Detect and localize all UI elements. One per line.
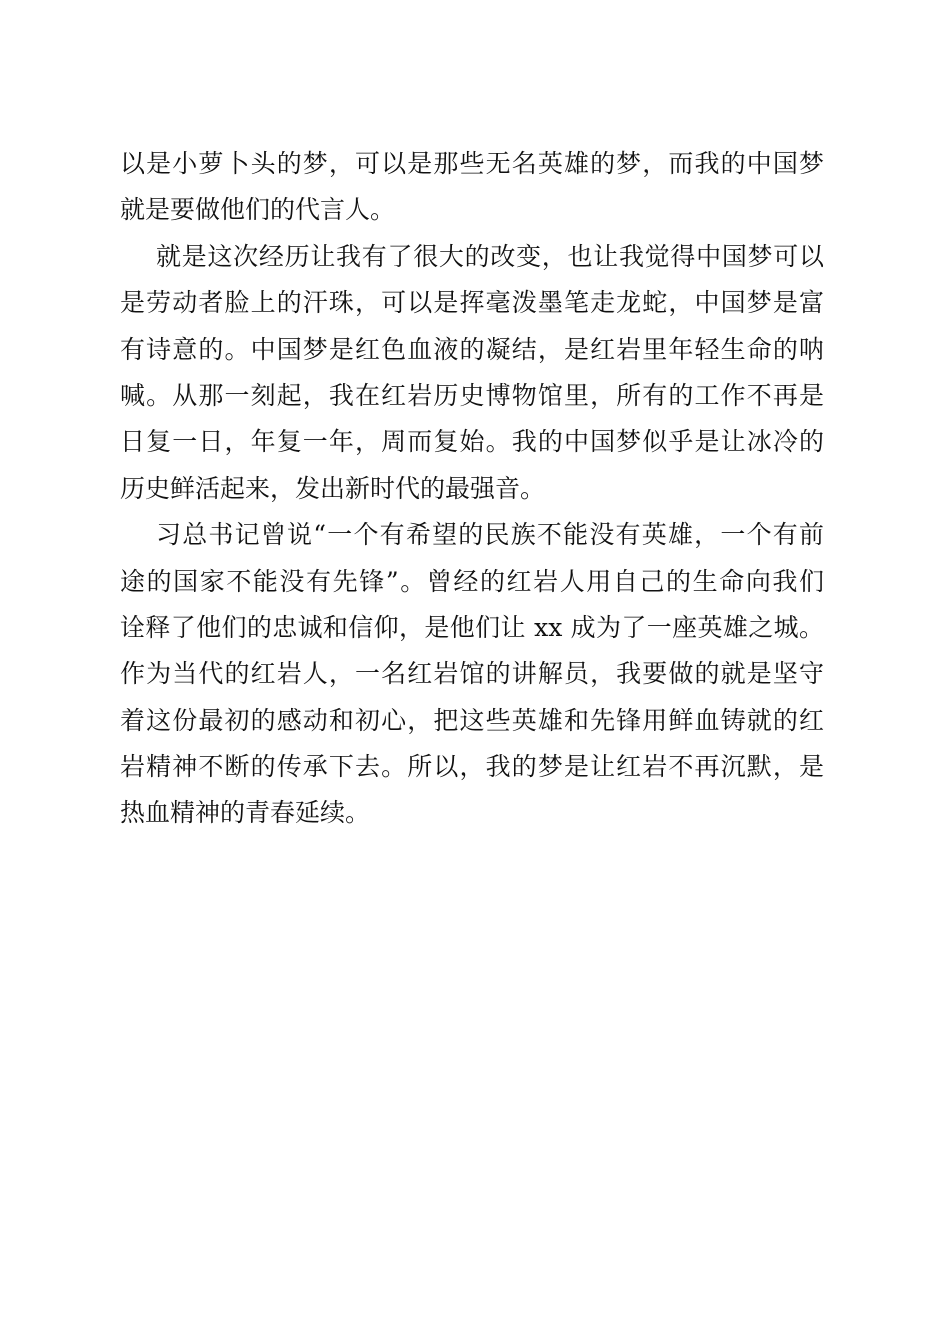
paragraph-line: 喊。从那一刻起，我在红岩历史博物馆里，所有的工作不再是 — [120, 380, 824, 410]
paragraph-line: 着这份最初的感动和初心，把这些英雄和先锋用鲜血铸就的红 — [120, 705, 824, 735]
paragraph-line: 历史鲜活起来，发出新时代的最强音。 — [120, 473, 546, 503]
paragraph-2 — [120, 234, 824, 512]
paragraph-line: 作为当代的红岩人，一名红岩馆的讲解员，我要做的就是坚守 — [120, 659, 824, 689]
document-body — [120, 141, 824, 837]
paragraph-line: 是劳动者脸上的汗珠，可以是挥毫泼墨笔走龙蛇，中国梦是富 — [120, 288, 824, 318]
paragraph-3 — [120, 512, 824, 837]
paragraph-line: 就是这次经历让我有了很大的改变，也让我觉得中国梦可以 — [156, 241, 824, 271]
paragraph-line: 习总书记曾说“一个有希望的民族不能没有英雄，一个有前 — [156, 520, 824, 550]
paragraph-line: 诠释了他们的忠诚和信仰，是他们让 xx 成为了一座英雄之城。 — [120, 612, 824, 642]
paragraph-line: 以是小萝卜头的梦，可以是那些无名英雄的梦，而我的中国梦 — [120, 149, 824, 178]
paragraph-line: 有诗意的。中国梦是红色血液的凝结，是红岩里年轻生命的呐 — [120, 334, 824, 364]
paragraph-line: 热血精神的青春延续。 — [120, 798, 371, 828]
paragraph-1 — [120, 141, 824, 234]
paragraph-line: 日复一日，年复一年，周而复始。我的中国梦似乎是让冰冷的 — [120, 427, 824, 457]
paragraph-line: 岩精神不断的传承下去。所以，我的梦是让红岩不再沉默，是 — [120, 752, 824, 782]
paragraph-line: 途的国家不能没有先锋”。曾经的红岩人用自己的生命向我们 — [120, 566, 824, 596]
paragraph-line: 就是要做他们的代言人。 — [120, 195, 396, 225]
